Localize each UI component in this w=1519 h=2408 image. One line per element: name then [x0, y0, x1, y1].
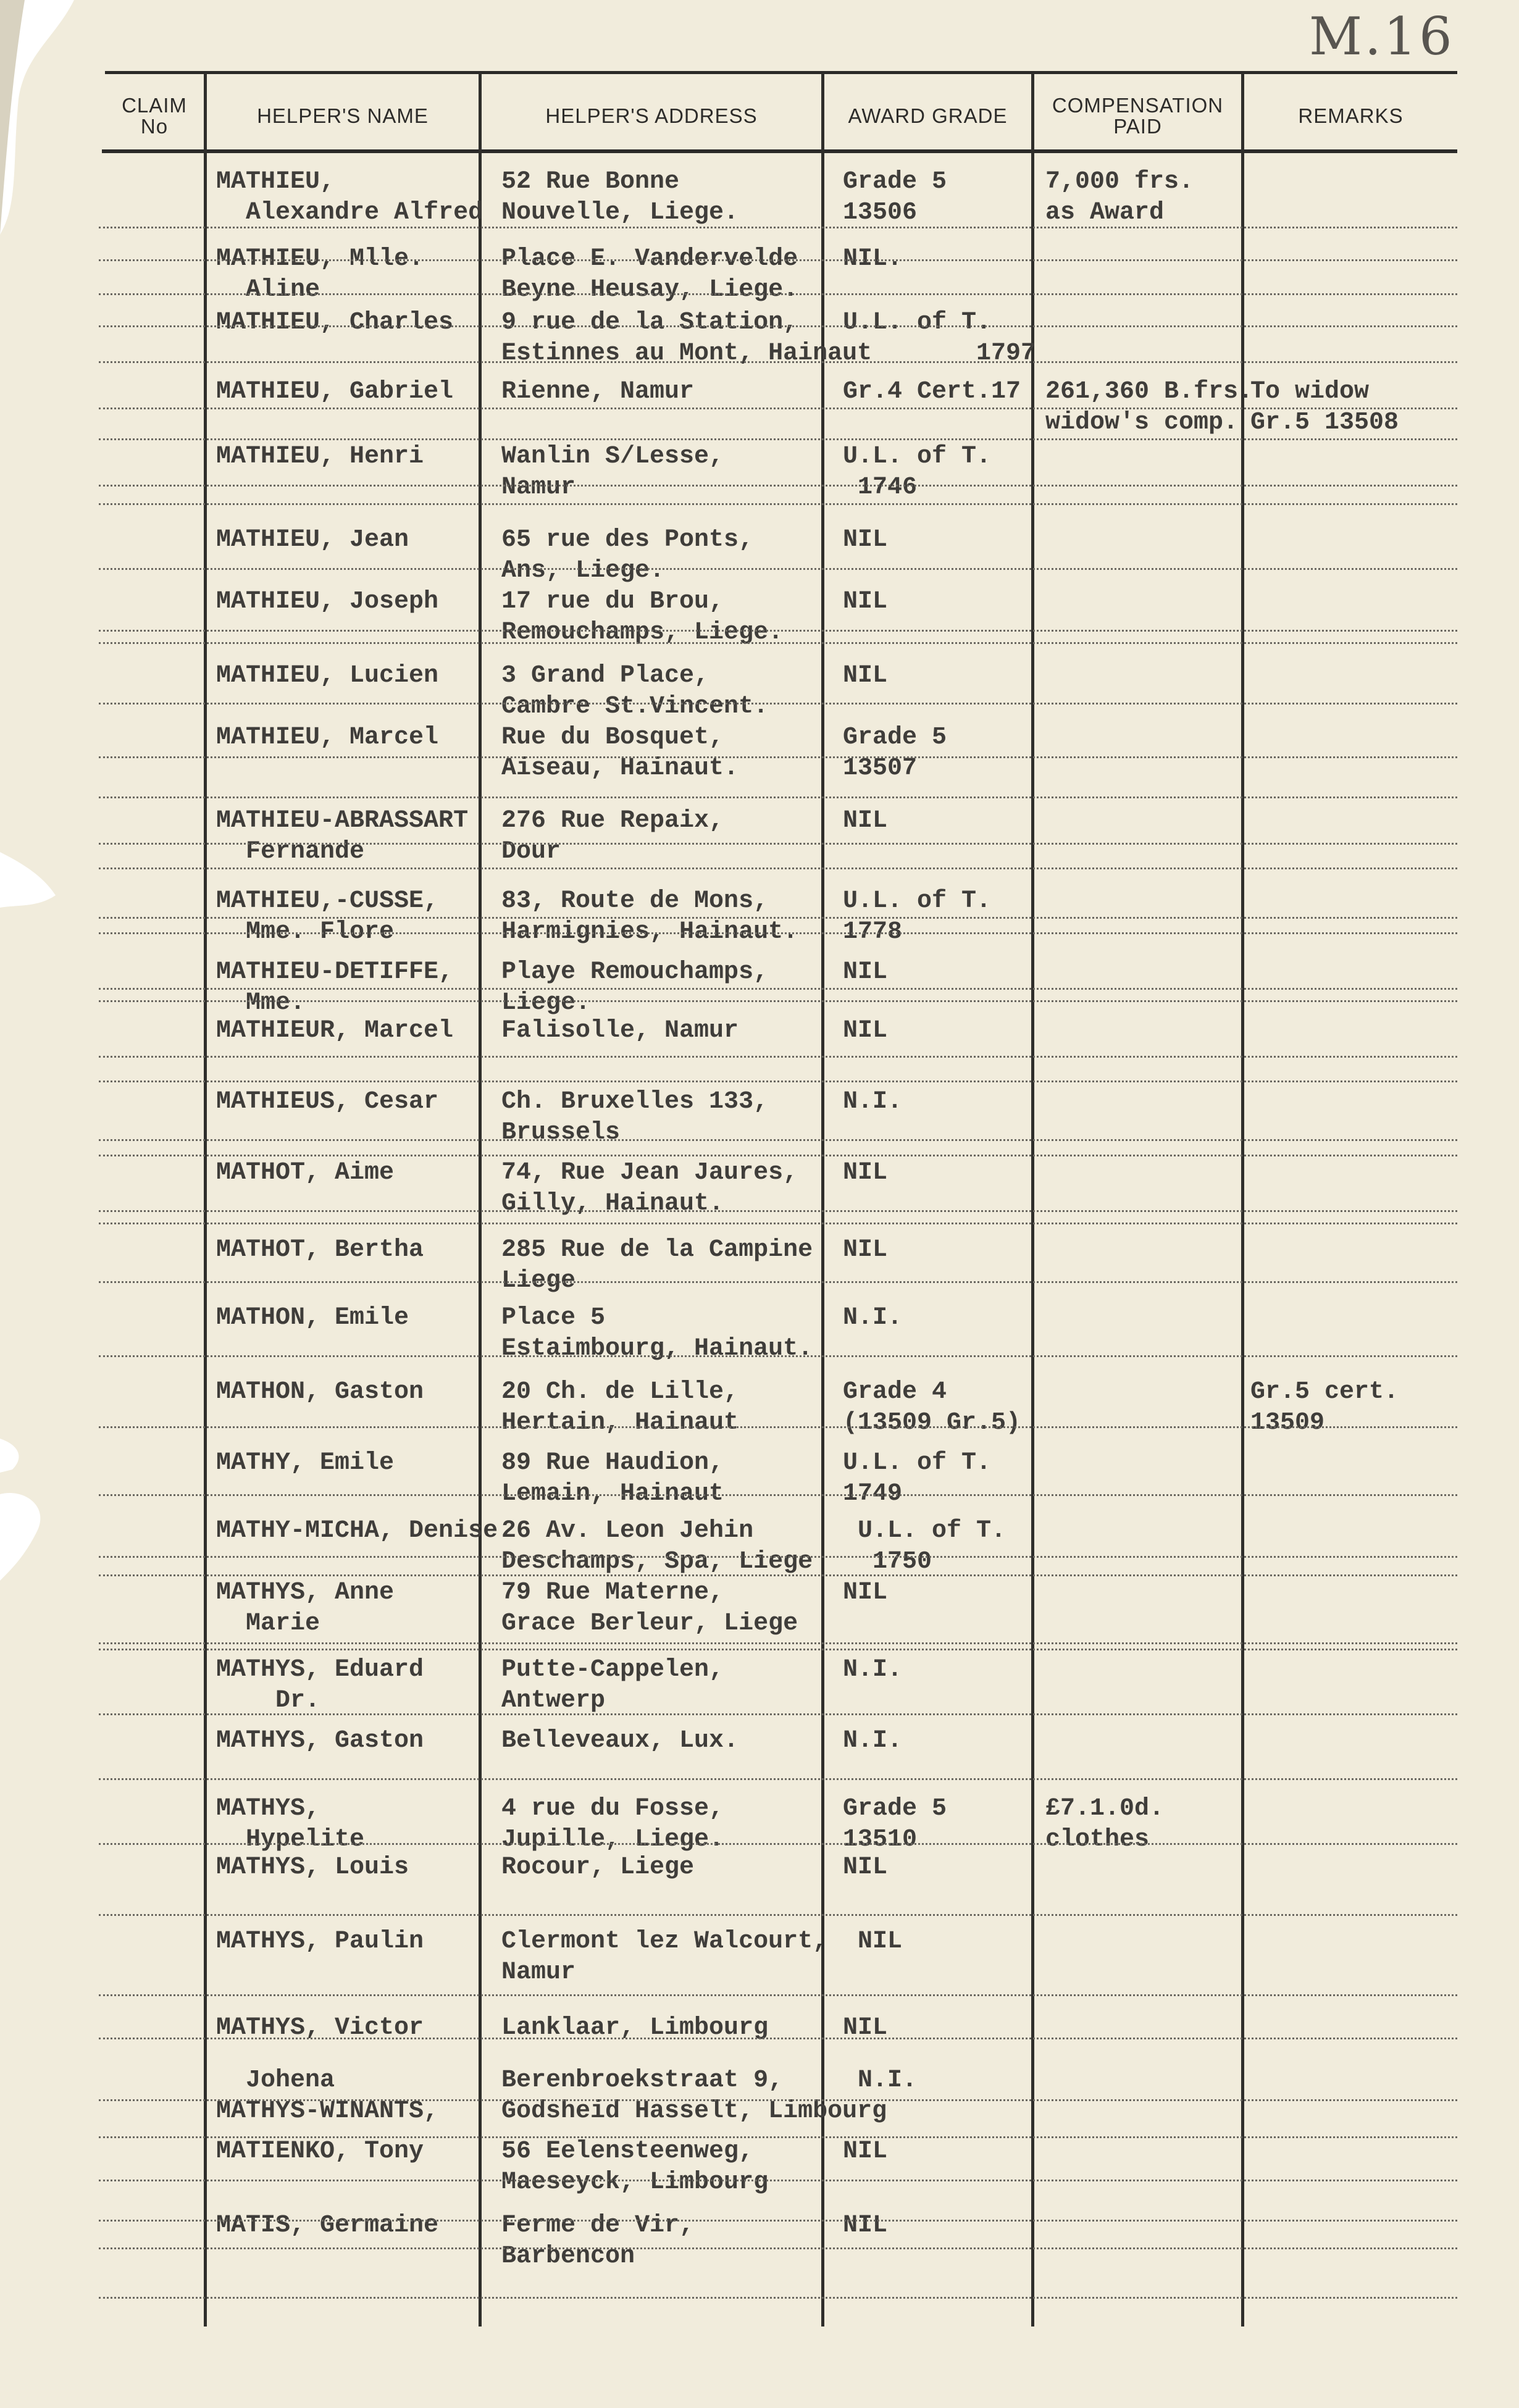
cell-line: 1746 [843, 474, 918, 501]
cell-award [843, 1158, 887, 1189]
cell-award [843, 1377, 1021, 1439]
cell-award [843, 1655, 902, 1686]
ruled-dotted-line [99, 630, 1457, 632]
cell-line: MATHYS, Anne [216, 1579, 395, 1607]
cell-line: NIL [843, 958, 888, 986]
cell-line: 65 rue des Ponts, [501, 526, 754, 554]
cell-line: Clermont lez Walcourt, [501, 1928, 828, 1955]
cell-name [216, 1448, 394, 1479]
cell-line: 52 Rue Bonne [501, 168, 680, 196]
cell-line: To widow [1250, 378, 1370, 406]
cell-award [843, 441, 991, 503]
cell-name [216, 1016, 453, 1047]
cell-line: NIL [843, 2212, 888, 2239]
cell-line: Namur [501, 1959, 576, 1986]
cell-line: MATHIEU, Gabriel [216, 378, 454, 406]
column-divider-address [821, 73, 824, 2326]
ruled-dotted-line [99, 843, 1457, 845]
cell-name [216, 1578, 394, 1639]
ruled-dotted-line [99, 1642, 1457, 1644]
cell-name [216, 377, 453, 408]
cell-line: U.L. of T. [843, 1517, 1006, 1545]
cell-line: Playe Remouchamps, [501, 958, 769, 986]
cell-name [216, 806, 468, 867]
cell-line: Grade 5 [843, 1795, 947, 1823]
cell-line: Place 5 [501, 1304, 606, 1332]
cell-line: Nouvelle, Liege. [501, 199, 739, 227]
cell-line: U.L. of T. [843, 443, 992, 470]
cell-line: 285 Rue de la Campine [501, 1236, 813, 1264]
cell-line: N.I. [843, 1304, 903, 1332]
cell-award [843, 2210, 887, 2241]
cell-name [216, 2136, 424, 2167]
ruled-dotted-line [99, 2099, 1457, 2101]
cell-address [501, 441, 724, 503]
ruled-dotted-line [99, 1556, 1457, 1558]
cell-line: Maeseyck, Limbourg [501, 2168, 769, 2196]
cell-line: MATHYS, [216, 1795, 320, 1823]
cell-line: U.L. of T. [843, 887, 992, 915]
cell-award [843, 1794, 947, 1855]
header-helpers-name: HELPER'S NAME [257, 104, 429, 127]
cell-line: N.I. [843, 1727, 903, 1755]
ruled-dotted-line [99, 867, 1457, 869]
cell-line: Grade 4 [843, 1378, 947, 1406]
cell-line: Marie [216, 1610, 320, 1637]
cell-line: N.I. [843, 1088, 903, 1116]
cell-address [501, 2065, 887, 2127]
cell-line: NIL [843, 526, 888, 554]
ruled-dotted-line [99, 642, 1457, 644]
cell-award [843, 1016, 887, 1047]
cell-address [501, 1852, 694, 1883]
ruled-dotted-line [99, 1355, 1457, 1357]
cell-address [501, 1794, 724, 1855]
torn-page-edge [0, 0, 93, 2408]
ruled-dotted-line [99, 1574, 1457, 1576]
cell-line: 276 Rue Repaix, [501, 807, 724, 835]
cell-line: MATHIEU, [216, 168, 335, 196]
cell-line: 261,360 B.frs. [1045, 378, 1253, 406]
cell-line: Berenbroekstraat 9, [501, 2067, 784, 2094]
cell-line: Gr.4 Cert.17 [843, 378, 1021, 406]
cell-award [843, 1726, 902, 1757]
cell-compensation [1045, 167, 1194, 228]
ruled-dotted-line [99, 1649, 1457, 1650]
cell-address [501, 587, 783, 648]
ruled-dotted-line [99, 227, 1457, 228]
cell-line: NIL [843, 662, 888, 690]
cell-line: Liege. [501, 989, 591, 1017]
column-divider-claim [204, 73, 207, 2326]
cell-address [501, 377, 694, 408]
cell-line: Liege [501, 1267, 576, 1295]
ruled-dotted-line [99, 988, 1457, 990]
cell-address [501, 525, 753, 587]
cell-line: Remouchamps, Liege. [501, 619, 784, 646]
cell-line: Lanklaar, Limbourg [501, 2014, 769, 2042]
cell-line: MATHIEU, Joseph [216, 588, 439, 616]
cell-line: 74, Rue Jean Jaures, [501, 1159, 798, 1187]
column-divider-name [479, 73, 482, 2326]
cell-award [843, 587, 887, 617]
cell-line: Falisolle, Namur [501, 1017, 739, 1045]
ruled-dotted-line [99, 1281, 1457, 1283]
cell-award [843, 661, 887, 692]
cell-line: MATIENKO, Tony [216, 2138, 424, 2165]
cell-line: U.L. of T. [843, 309, 992, 337]
ruled-dotted-line [99, 756, 1457, 758]
cell-name [216, 722, 438, 753]
cell-line: 89 Rue Haudion, [501, 1449, 724, 1477]
ruled-dotted-line [99, 1426, 1457, 1428]
ruled-dotted-line [99, 932, 1457, 934]
cell-line: Jupille, Liege. [501, 1826, 724, 1854]
ruled-dotted-line [99, 1155, 1457, 1156]
cell-name [216, 1852, 409, 1883]
cell-award [843, 525, 887, 556]
ruled-dotted-line [99, 259, 1457, 261]
cell-line: NIL [843, 1854, 888, 1881]
cell-line: MATHIEU-DETIFFE, [216, 958, 454, 986]
ruled-dotted-line [99, 408, 1457, 409]
header-award-grade: AWARD GRADE [848, 104, 1008, 127]
cell-line: 7,000 frs. [1045, 168, 1194, 196]
cell-line: Antwerp [501, 1687, 606, 1715]
cell-line: Beyne Heusay, Liege. [501, 276, 798, 304]
cell-line: Ferme de Vir, [501, 2212, 695, 2239]
header-claim-no: CLAIM No [122, 93, 187, 138]
cell-award [843, 1303, 902, 1334]
cell-award [843, 806, 887, 837]
cell-line: £7.1.0d. [1045, 1795, 1165, 1823]
cell-line: MATHIEU, Jean [216, 526, 409, 554]
cell-line: Grace Berleur, Liege [501, 1610, 798, 1637]
cell-name [216, 167, 483, 228]
cell-name [216, 587, 438, 617]
cell-line: 9 rue de la Station, [501, 309, 798, 337]
cell-line: MATHON, Emile [216, 1304, 409, 1332]
cell-line: 13509 [1250, 1409, 1325, 1437]
cell-award [843, 1852, 887, 1883]
ruled-dotted-line [99, 1139, 1457, 1141]
cell-line: Grade 5 [843, 724, 947, 751]
ruled-dotted-line [99, 1223, 1457, 1224]
ruled-dotted-line [99, 2297, 1457, 2299]
ruled-dotted-line [99, 438, 1457, 440]
cell-line: NIL [843, 588, 888, 616]
cell-address [501, 1726, 739, 1757]
cell-award [843, 2136, 887, 2167]
cell-line: MATHOT, Bertha [216, 1236, 424, 1264]
cell-line: NIL [843, 2014, 888, 2042]
cell-line: 3 Grand Place, [501, 662, 709, 690]
cell-address [501, 806, 724, 867]
cell-address [501, 661, 768, 722]
cell-line: MATHIEU-ABRASSART [216, 807, 469, 835]
cell-award [843, 1926, 902, 1957]
cell-award [843, 377, 1021, 408]
cell-line: Namur [501, 474, 576, 501]
cell-award [843, 307, 1036, 369]
cell-line: Grade 5 [843, 168, 947, 196]
ruled-dotted-line [99, 917, 1457, 919]
ruled-dotted-line [99, 1843, 1457, 1845]
cell-line: Rocour, Liege [501, 1854, 695, 1881]
cell-line: MATHYS, Eduard [216, 1656, 424, 1684]
cell-line: NIL [843, 1236, 888, 1264]
ruled-dotted-line [99, 2247, 1457, 2249]
cell-address [501, 1235, 813, 1297]
cell-address [501, 244, 798, 306]
cell-line: Mme. Flore [216, 918, 395, 946]
cell-line: Estaimbourg, Hainaut. [501, 1335, 813, 1363]
cell-address [501, 307, 872, 369]
ruled-dotted-line [99, 703, 1457, 704]
cell-line: as Award [1045, 199, 1165, 227]
header-helpers-address: HELPER'S ADDRESS [545, 104, 758, 127]
cell-line: MATHYS, Victor [216, 2014, 424, 2042]
cell-line: MATHY-MICHA, Denise [216, 1517, 498, 1545]
header-remarks: REMARKS [1298, 104, 1404, 127]
cell-name [216, 1926, 424, 1957]
cell-line: Hypelite [216, 1826, 365, 1854]
cell-line: NIL [843, 807, 888, 835]
cell-line: N.I. [843, 1656, 903, 1684]
ruled-dotted-line [99, 1914, 1457, 1916]
cell-address [501, 1377, 739, 1439]
cell-line: Lemain, Hainaut [501, 1480, 724, 1508]
cell-address [501, 2136, 768, 2198]
cell-line: Rue du Bosquet, [501, 724, 724, 751]
cell-line: Place E. Vandervelde [501, 245, 798, 273]
cell-name [216, 307, 453, 338]
ruled-dotted-line [99, 1494, 1457, 1496]
cell-line: Dour [501, 838, 561, 866]
cell-line: Ch. Bruxelles 133, [501, 1088, 769, 1116]
ruled-dotted-line [99, 1056, 1457, 1058]
cell-line: MATHIEU, Marcel [216, 724, 439, 751]
cell-line: Dr. [216, 1687, 320, 1715]
ruled-dotted-line [99, 796, 1457, 798]
ruled-dotted-line [99, 1778, 1457, 1780]
cell-award [843, 957, 887, 988]
cell-award [843, 1448, 991, 1510]
cell-name [216, 1726, 424, 1757]
cell-name [216, 1087, 438, 1118]
cell-line: NIL [843, 1159, 888, 1187]
ruled-dotted-line [99, 293, 1457, 295]
cell-line: MATHY, Emile [216, 1449, 395, 1477]
cell-line: Harmignies, Hainaut. [501, 918, 798, 946]
cell-line: 13510 [843, 1826, 918, 1854]
cell-line: Johena [216, 2067, 335, 2094]
cell-line: 1750 [843, 1548, 932, 1576]
cell-line: 1778 [843, 918, 903, 946]
cell-line: Mme. [216, 989, 306, 1017]
cell-address [501, 1016, 739, 1047]
cell-line: 1797 [843, 340, 1036, 367]
cell-address [501, 1578, 798, 1639]
column-divider-award [1031, 73, 1034, 2326]
cell-award [843, 1578, 887, 1608]
cell-compensation [1045, 1794, 1164, 1855]
cell-remarks [1250, 1377, 1399, 1439]
cell-address [501, 1448, 724, 1510]
cell-line: Ans, Liege. [501, 557, 665, 585]
cell-award [843, 722, 947, 784]
cell-line: NIL [843, 1017, 888, 1045]
cell-line: Hertain, Hainaut [501, 1409, 739, 1437]
cell-line: clothes [1045, 1826, 1150, 1854]
ruled-dotted-line [99, 361, 1457, 363]
cell-line: N.I. [843, 2067, 918, 2094]
cell-line: MATHIEUS, Cesar [216, 1088, 439, 1116]
cell-line: MATHIEU, Mlle. [216, 245, 424, 273]
ruled-dotted-line [99, 2220, 1457, 2222]
cell-line: 56 Eelensteenweg, [501, 2138, 754, 2165]
cell-line: Gr.5 cert. [1250, 1378, 1399, 1406]
cell-line: Gilly, Hainaut. [501, 1190, 724, 1218]
cell-address [501, 1926, 827, 1988]
cell-line: Barbencon [501, 2243, 635, 2270]
cell-line: NIL [843, 1928, 903, 1955]
cell-line: Fernande [216, 838, 365, 866]
cell-line: Alexandre Alfred [216, 199, 483, 227]
cell-name [216, 1516, 498, 1547]
cell-name [216, 1655, 424, 1716]
cell-line: Gr.5 13508 [1250, 409, 1399, 437]
cell-name [216, 661, 438, 692]
cell-line: Rienne, Namur [501, 378, 695, 406]
cell-line: 13507 [843, 755, 918, 782]
cell-name [216, 1794, 364, 1855]
cell-line: widow's comp. [1045, 409, 1239, 437]
ruled-dotted-line [99, 1081, 1457, 1082]
page-reference-mark: M.16 [1309, 6, 1455, 67]
cell-line: NIL [843, 2138, 888, 2165]
ruled-dotted-line [99, 2136, 1457, 2138]
ruled-dotted-line [99, 1210, 1457, 1212]
cell-address [501, 1516, 813, 1578]
cell-line: MATIS, Germaine [216, 2212, 439, 2239]
ruled-dotted-line [99, 503, 1457, 505]
cell-line: MATHON, Gaston [216, 1378, 424, 1406]
cell-name [216, 2065, 438, 2127]
cell-name [216, 1235, 424, 1266]
ruled-dotted-line [99, 2038, 1457, 2039]
cell-line: Godsheid Hasselt, Limbourg [501, 2097, 887, 2125]
cell-line: 4 rue du Fosse, [501, 1795, 724, 1823]
cell-line: Deschamps, Spa, Liege [501, 1548, 813, 1576]
cell-line: MATHIEU,-CUSSE, [216, 887, 439, 915]
cell-name [216, 1377, 424, 1408]
cell-line: Brussels [501, 1119, 621, 1147]
cell-address [501, 1655, 724, 1716]
cell-line: 1749 [843, 1480, 903, 1508]
cell-line: Aiseau, Hainaut. [501, 755, 739, 782]
ruled-dotted-line [99, 1713, 1457, 1715]
cell-line: Estinnes au Mont, Hainaut [501, 340, 872, 367]
cell-line: MATHYS-WINANTS, [216, 2097, 439, 2125]
ruled-dotted-line [99, 1994, 1457, 1996]
cell-line: 13506 [843, 199, 918, 227]
cell-award [843, 1087, 902, 1118]
cell-line: MATHYS, Paulin [216, 1928, 424, 1955]
cell-address [501, 167, 739, 228]
ruled-dotted-line [99, 485, 1457, 487]
cell-name [216, 1303, 409, 1334]
cell-award [843, 2065, 917, 2096]
cell-line: MATHIEU, Charles [216, 309, 454, 337]
top-rule [105, 71, 1457, 74]
ruled-dotted-line [99, 568, 1457, 570]
cell-line: Cambre St.Vincent. [501, 693, 769, 721]
cell-line: MATHYS, Louis [216, 1854, 409, 1881]
cell-award [843, 167, 947, 228]
ruled-dotted-line [99, 1000, 1457, 1002]
cell-line: Wanlin S/Lesse, [501, 443, 724, 470]
cell-line: NIL. [843, 245, 903, 273]
cell-line: NIL [843, 1579, 888, 1607]
cell-award [843, 1516, 1006, 1578]
cell-line: (13509 Gr.5) [843, 1409, 1021, 1437]
cell-line: MATHOT, Aime [216, 1159, 395, 1187]
header-compensation-paid: COMPENSATION PAID [1052, 93, 1224, 138]
cell-name [216, 1158, 394, 1189]
ruled-dotted-line [99, 325, 1457, 327]
cell-name [216, 244, 424, 306]
ruled-dotted-line [99, 2180, 1457, 2181]
cell-line: U.L. of T. [843, 1449, 992, 1477]
cell-line: 83, Route de Mons, [501, 887, 769, 915]
cell-line: MATHIEU, Lucien [216, 662, 439, 690]
cell-line: 26 Av. Leon Jehin [501, 1517, 754, 1545]
cell-address [501, 722, 739, 784]
cell-line: Putte-Cappelen, [501, 1656, 724, 1684]
cell-name [216, 2210, 438, 2241]
cell-line: Belleveaux, Lux. [501, 1727, 739, 1755]
cell-line: MATHIEUR, Marcel [216, 1017, 454, 1045]
cell-name [216, 525, 409, 556]
cell-award [843, 1235, 887, 1266]
cell-line: Aline [216, 276, 320, 304]
cell-line: 20 Ch. de Lille, [501, 1378, 739, 1406]
cell-line: 79 Rue Materne, [501, 1579, 724, 1607]
cell-name [216, 441, 424, 472]
cell-line: MATHIEU, Henri [216, 443, 424, 470]
cell-line: MATHYS, Gaston [216, 1727, 424, 1755]
cell-line: 17 rue du Brou, [501, 588, 724, 616]
